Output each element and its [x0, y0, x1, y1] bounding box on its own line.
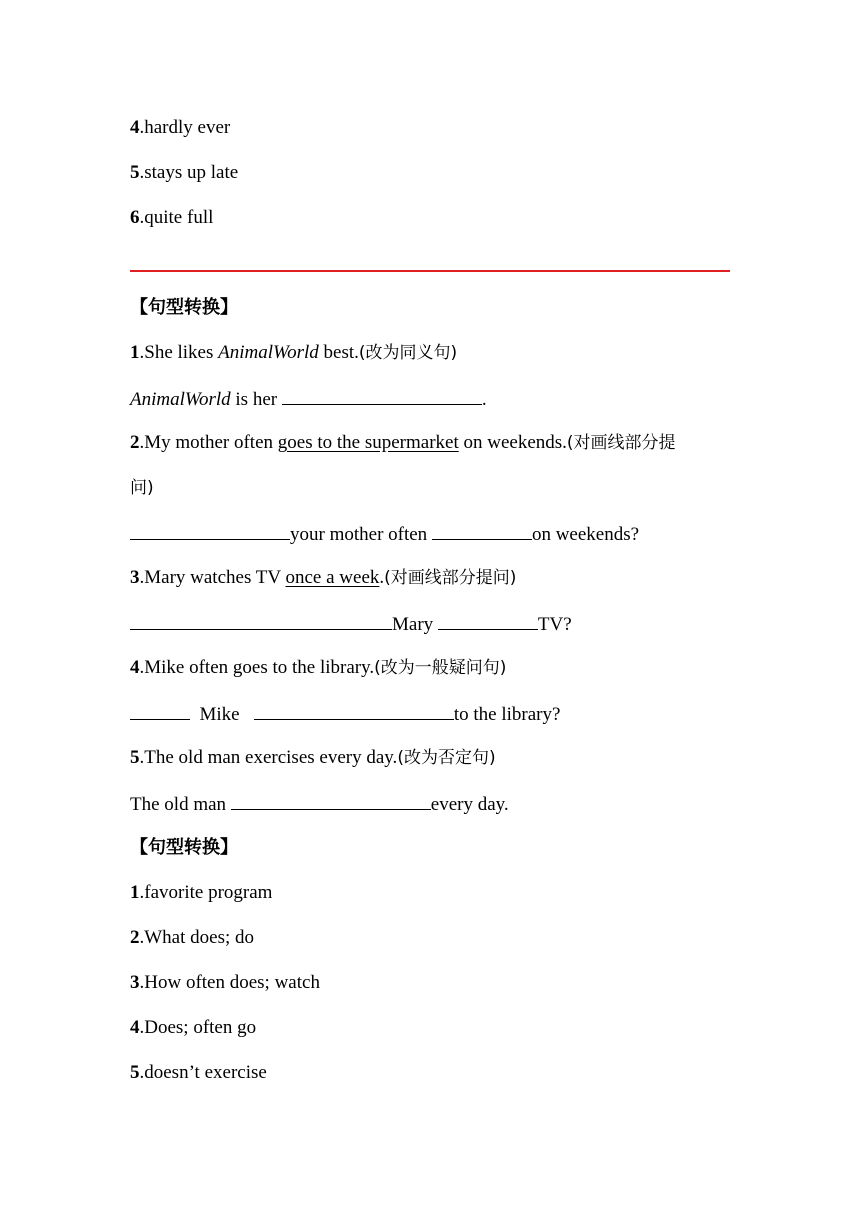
answer-line — [130, 971, 320, 995]
answer-text: on weekends? — [531, 524, 640, 545]
instruction-note: (对画线部分提 — [566, 433, 676, 453]
answer-number: 6 — [130, 207, 140, 228]
question-number: 4 — [130, 657, 140, 678]
fill-blank[interactable] — [130, 521, 290, 540]
answer-text: . — [481, 389, 487, 410]
answer-text: The old man — [130, 794, 231, 815]
fill-blank[interactable] — [438, 611, 538, 630]
answer-number: 4 — [130, 117, 140, 138]
answer-line — [130, 161, 238, 185]
answer-text: .quite full — [139, 207, 214, 228]
question-text: . — [379, 567, 385, 588]
question-number: 5 — [130, 747, 140, 768]
question-text: .My mother often — [139, 432, 278, 453]
fill-blank[interactable] — [130, 611, 392, 630]
answer-row-2 — [130, 521, 639, 547]
answer-number: 1 — [130, 882, 140, 903]
answer-number: 3 — [130, 972, 140, 993]
answer-text: .hardly ever — [139, 117, 231, 138]
fill-blank[interactable] — [130, 701, 190, 720]
question-3 — [130, 566, 516, 590]
answer-line — [130, 926, 254, 950]
answer-line — [130, 206, 213, 230]
answer-text: every day. — [430, 794, 509, 815]
underlined-phrase: once a week — [285, 567, 380, 588]
answer-text: .favorite program — [139, 882, 273, 903]
answer-row-4 — [130, 701, 560, 727]
question-1 — [130, 341, 457, 365]
answer-number: 4 — [130, 1017, 140, 1038]
question-text: .Mike often goes to the library. — [139, 657, 375, 678]
question-number: 2 — [130, 432, 140, 453]
answer-text: to the library? — [453, 704, 561, 725]
answer-line — [130, 1016, 256, 1040]
answer-text: TV? — [537, 614, 572, 635]
answer-row-5 — [130, 791, 509, 817]
answer-text: .doesn’t exercise — [139, 1062, 267, 1083]
answer-text: Mike — [194, 704, 245, 725]
instruction-note-continued: 问) — [130, 478, 154, 498]
answer-number: 5 — [130, 1062, 140, 1083]
section-heading: 【句型转换】 — [130, 297, 238, 318]
answer-line — [130, 116, 230, 140]
question-text: .The old man exercises every day. — [139, 747, 398, 768]
answer-row-1 — [130, 386, 487, 412]
answer-text: is her — [230, 389, 282, 410]
question-4 — [130, 656, 506, 680]
question-text: .Mary watches TV — [139, 567, 286, 588]
answer-text: Mary — [392, 614, 438, 635]
answer-text: .How often does; watch — [139, 972, 320, 993]
question-text: on weekends. — [458, 432, 567, 453]
program-title: AnimalWorld — [130, 389, 231, 410]
question-number: 3 — [130, 567, 140, 588]
question-number: 1 — [130, 342, 140, 363]
instruction-note: (对画线部分提问) — [384, 568, 517, 588]
instruction-note: (改为一般疑问句) — [374, 658, 507, 678]
question-5 — [130, 746, 496, 770]
instruction-note: (改为同义句) — [358, 343, 458, 363]
answer-number: 2 — [130, 927, 140, 948]
answer-text: your mother often — [290, 524, 432, 545]
answer-text: .What does; do — [139, 927, 255, 948]
answer-text: .Does; often go — [139, 1017, 257, 1038]
section-heading: 【句型转换】 — [130, 837, 238, 858]
fill-blank[interactable] — [432, 521, 532, 540]
underlined-phrase: goes to the supermarket — [277, 432, 459, 453]
answer-line — [130, 1061, 267, 1085]
fill-blank[interactable] — [254, 701, 454, 720]
fill-blank[interactable] — [282, 386, 482, 405]
instruction-note: (改为否定句) — [397, 748, 496, 768]
question-text: .She likes — [139, 342, 219, 363]
answer-number: 5 — [130, 162, 140, 183]
fill-blank[interactable] — [231, 791, 431, 810]
program-title: AnimalWorld — [218, 342, 319, 363]
answer-line — [130, 881, 272, 905]
section-divider — [130, 270, 730, 272]
answer-row-3 — [130, 611, 572, 637]
question-2 — [130, 431, 676, 455]
question-text: best. — [318, 342, 359, 363]
answer-text: .stays up late — [139, 162, 239, 183]
